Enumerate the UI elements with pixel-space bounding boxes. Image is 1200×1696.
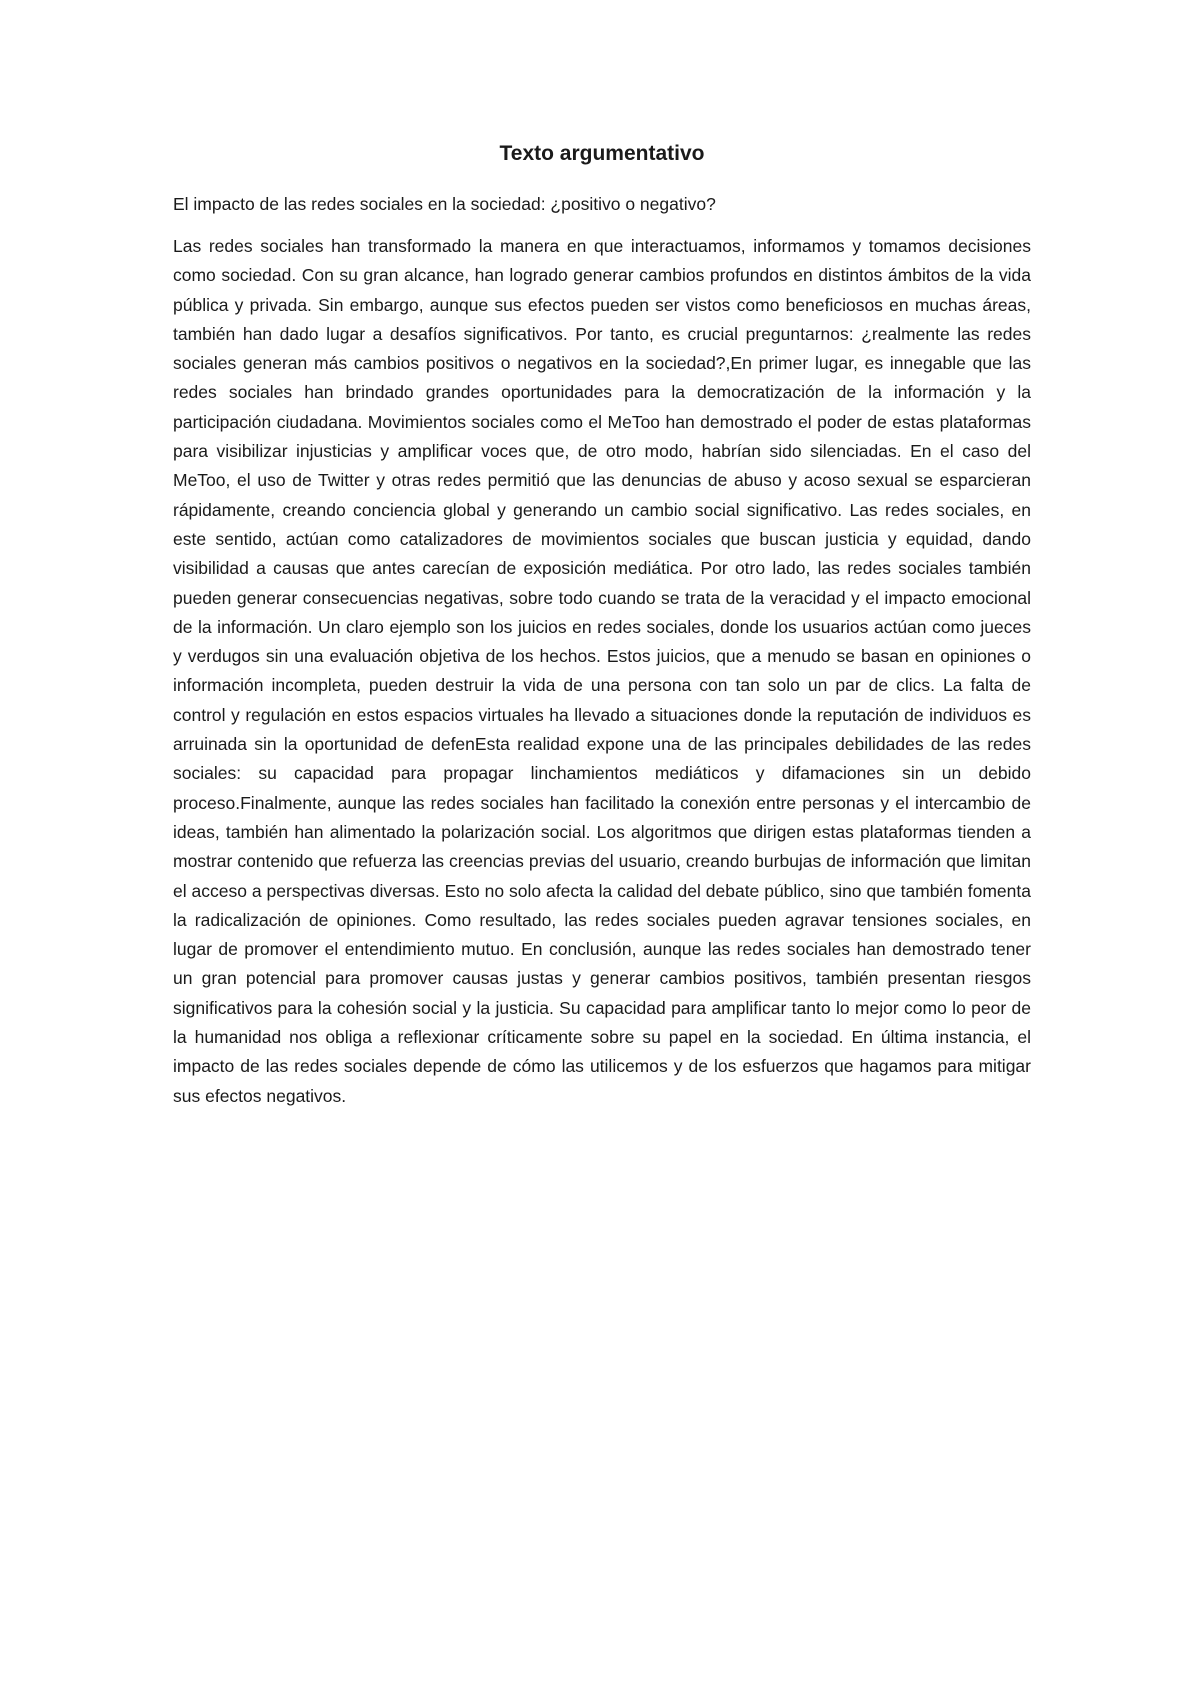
- document-subtitle: El impacto de las redes sociales en la sociedad: ¿positivo o negativo?: [173, 194, 716, 214]
- document-page: [173, 140, 1031, 1111]
- document-body-paragraph: Las redes sociales han transformado la manera en que interactuamos, informamos y tomamos decisiones como sociedad. Con su gran alcance, han logrado generar cambios profundos en distintos ámbitos de la vida pública y privada. Sin embargo, aunque sus efectos pueden ser vistos como beneficiosos en muchas áreas, también han dado lugar a desafíos significativos. Por tanto, es crucial preguntarnos: ¿realmente las redes sociales generan más cambios positivos o negativos en la sociedad?,En primer lugar, es innegable que las redes sociales han brindado grandes oportunidades para la democratización de la información y la participación ciudadana. Movimientos sociales como el MeToo han demostrado el poder de estas plataformas para visibilizar injusticias y amplificar voces que, de otro modo, habrían sido silenciadas. En el caso del MeToo, el uso de Twitter y otras redes permitió que las denuncias de abuso y acoso sexual se esparcieran rápidamente, creando conciencia global y generando un cambio social significativo. Las redes sociales, en este sentido, actúan como catalizadores de movimientos sociales que buscan justicia y equidad, dando visibilidad a causas que antes carecían de exposición mediática. Por otro lado, las redes sociales también pueden generar consecuencias negativas, sobre todo cuando se trata de la veracidad y el impacto emocional de la información. Un claro ejemplo son los juicios en redes sociales, donde los usuarios actúan como jueces y verdugos sin una evaluación objetiva de los hechos. Estos juicios, que a menudo se basan en opiniones o información incompleta, pueden destruir la vida de una persona con tan solo un par de clics. La falta de control y regulación en estos espacios virtuales ha llevado a situaciones donde la reputación de individuos es arruinada sin la oportunidad de defenEsta realidad expone una de las principales debilidades de las redes sociales: su capacidad para propagar linchamientos mediáticos y difamaciones sin un debido proceso.Finalmente, aunque las redes sociales han facilitado la conexión entre personas y el intercambio de ideas, también han alimentado la polarización social. Los algoritmos que dirigen estas plataformas tienden a mostrar contenido que refuerza las creencias previas del usuario, creando burbujas de información que limitan el acceso a perspectivas diversas. Esto no solo afecta la calidad del debate público, sino que también fomenta la radicalización de opiniones. Como resultado, las redes sociales pueden agravar tensiones sociales, en lugar de promover el entendimiento mutuo. En conclusión, aunque las redes sociales han demostrado tener un gran potencial para promover causas justas y generar cambios positivos, también presentan riesgos significativos para la cohesión social y la justicia. Su capacidad para amplificar tanto lo mejor como lo peor de la humanidad nos obliga a reflexionar críticamente sobre su papel en la sociedad. En última instancia, el impacto de las redes sociales depende de cómo las utilicemos y de los esfuerzos que hagamos para mitigar sus efectos negativos.: [173, 236, 1031, 1106]
- document-title: Texto argumentativo: [499, 142, 705, 165]
